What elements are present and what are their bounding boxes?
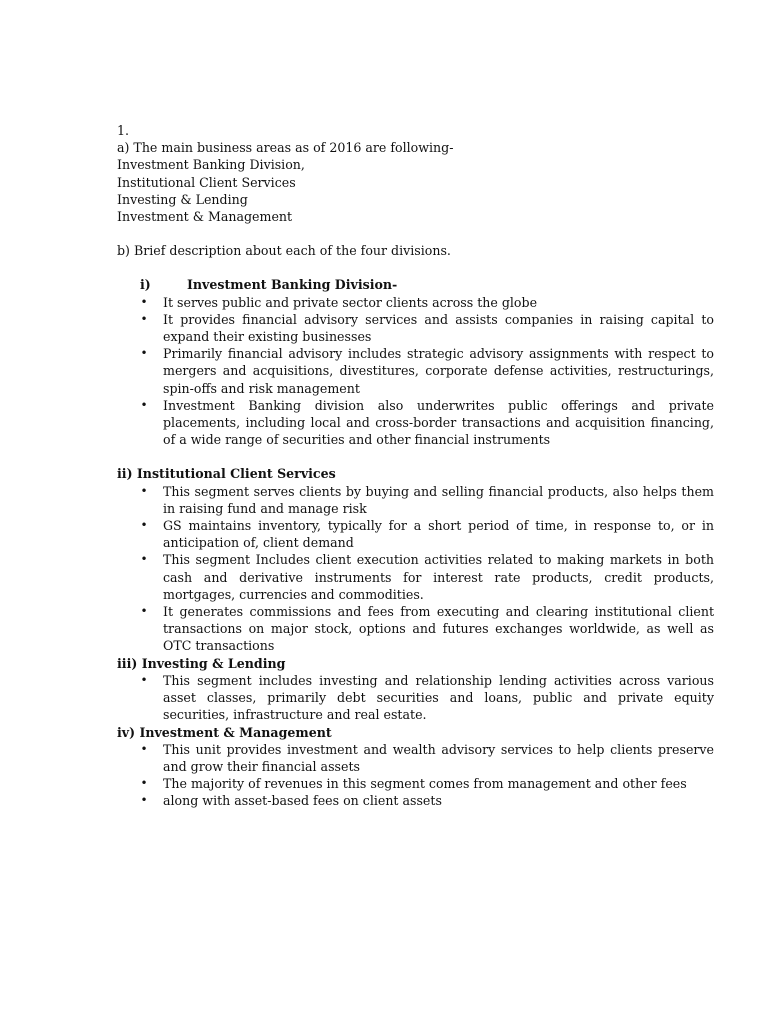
bullet-icon: • xyxy=(140,604,148,619)
bullet-list-investing-lending xyxy=(117,672,714,724)
list-item xyxy=(117,775,714,792)
bullet-icon: • xyxy=(140,346,148,361)
spacer xyxy=(117,225,714,242)
list-item-text: along with asset-based fees on client assets xyxy=(163,793,442,809)
part-a-heading: a) The main business areas as of 2016 are following- xyxy=(117,140,454,156)
bullet-icon: • xyxy=(140,776,148,791)
list-item-text: It provides financial advisory services and assists companies in raising capital to expand their existing businesses xyxy=(163,311,714,345)
list-item-text: Investment Banking division also underwrites public offerings and private placements, including local and cross-border transactions and acquisition financing, of a wide range of securities and other financial instruments xyxy=(163,397,714,448)
section-numeral: i) xyxy=(140,277,151,293)
list-item xyxy=(117,603,714,655)
list-item-text: GS maintains inventory, typically for a short period of time, in response to, or in anticipation of, client demand xyxy=(163,518,714,551)
section-heading-investing-lending: iii) Investing & Lending xyxy=(117,655,286,671)
list-item xyxy=(117,397,714,449)
bullet-icon: • xyxy=(140,518,148,533)
list-item-text: The majority of revenues in this segment comes from management and other fees xyxy=(163,776,687,792)
part-b-heading: b) Brief description about each of the four divisions. xyxy=(117,243,451,259)
list-item-text: It generates commissions and fees from executing and clearing institutional client transactions on major stock, options and futures exchanges worldwide, as well as OTC transactions xyxy=(163,604,714,654)
list-item-text: This unit provides investment and wealth advisory services to help clients preserve and grow their financial assets xyxy=(163,741,714,774)
bullet-icon: • xyxy=(140,741,148,756)
list-item xyxy=(117,483,714,517)
list-item-text: This segment serves clients by buying and selling financial products, also helps them in raising fund and manage risk xyxy=(163,483,714,516)
list-item xyxy=(117,345,714,397)
bullet-icon: • xyxy=(140,294,148,309)
bullet-list-investment-management xyxy=(117,741,714,810)
document-body xyxy=(117,122,714,810)
question-number: 1. xyxy=(117,123,130,138)
spacer xyxy=(117,448,714,465)
list-item-text: Primarily financial advisory includes strategic advisory assignments with respect to mergers and acquisitions, divestitures, corporate defense activities, restructurings, spin-offs and risk management xyxy=(163,346,714,396)
list-item xyxy=(117,551,714,603)
bullet-list-investment-banking xyxy=(117,294,714,449)
list-item-text: It serves public and private sector clients across the globe xyxy=(163,294,538,310)
business-area: Institutional Client Services xyxy=(117,174,296,190)
list-item xyxy=(117,672,714,724)
bullet-icon: • xyxy=(140,397,148,412)
bullet-list-institutional-client-services xyxy=(117,483,714,655)
list-item-text: This segment includes investing and relationship lending activities across various asset classes, primarily debt securities and loans, public and private equity securities, infrastructure and real estate. xyxy=(163,672,714,723)
bullet-icon: • xyxy=(140,672,148,687)
business-area: Investment Banking Division, xyxy=(117,157,305,173)
list-item xyxy=(117,294,714,311)
list-item-text: This segment Includes client execution activities related to making markets in both cash and derivative instruments for interest rate products, credit products, mortgages, currencies and commodities. xyxy=(163,552,714,602)
list-item xyxy=(117,311,714,345)
section-heading-investment-management: iv) Investment & Management xyxy=(117,724,332,740)
section-heading-institutional-client-services: ii) Institutional Client Services xyxy=(117,466,336,482)
bullet-icon: • xyxy=(140,311,148,326)
list-item xyxy=(117,741,714,775)
business-area: Investment & Management xyxy=(117,209,293,225)
business-area: Investing & Lending xyxy=(117,191,248,207)
bullet-icon: • xyxy=(140,552,148,567)
list-item xyxy=(117,792,714,809)
bullet-icon: • xyxy=(140,793,148,808)
section-title: Investment Banking Division- xyxy=(187,277,398,293)
list-item xyxy=(117,517,714,551)
bullet-icon: • xyxy=(140,483,148,498)
spacer xyxy=(117,259,714,276)
section-heading-investment-banking xyxy=(140,276,714,293)
